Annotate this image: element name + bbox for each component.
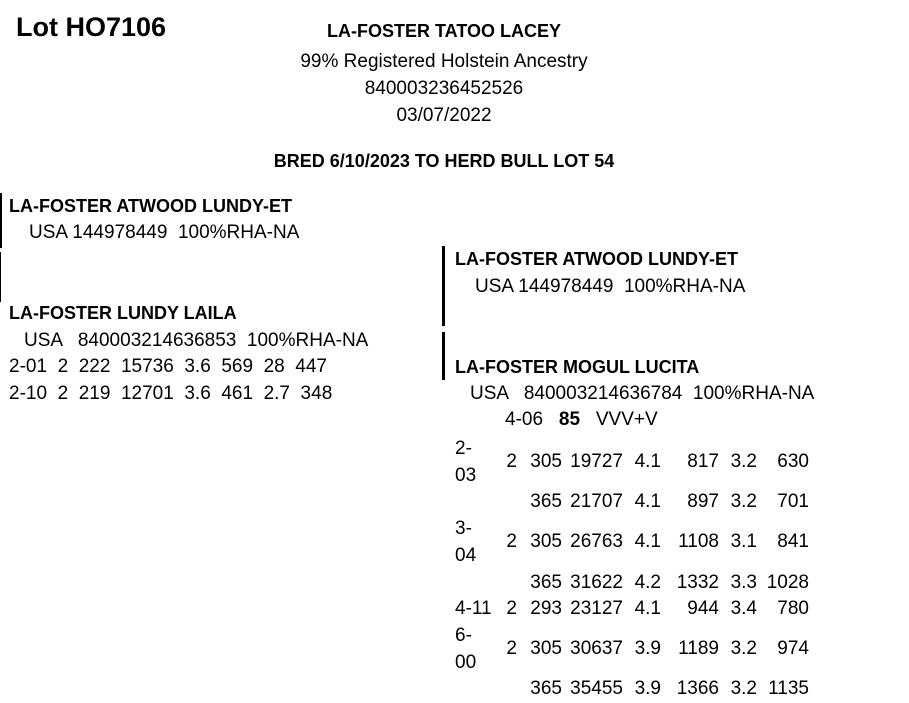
classification-line	[505, 409, 658, 431]
record-times: 2	[506, 598, 517, 620]
record-protein: 780	[777, 598, 809, 620]
record-age	[455, 676, 493, 703]
classification-score: 85	[558, 409, 581, 430]
record-fat: 1189	[678, 638, 719, 660]
record-times	[493, 676, 517, 703]
record-fat-pct: 3.9	[634, 678, 661, 700]
record-protein-pct: 3.3	[730, 571, 757, 593]
ancestry-line: 99% Registered Holstein Ancestry	[300, 51, 588, 72]
record-times	[493, 570, 517, 597]
record-fat: 1332	[676, 571, 719, 593]
record-age	[455, 570, 493, 597]
record-fat: 817	[687, 451, 719, 473]
record-fat: 1366	[676, 678, 719, 700]
record-protein: 630	[777, 451, 809, 473]
granddam-records-table	[455, 436, 809, 703]
sire-registration: USA 144978449 100%RHA-NA	[29, 222, 300, 243]
record-days: 365	[530, 491, 562, 513]
table-row	[455, 676, 809, 703]
record-days: 305	[530, 451, 562, 473]
pedigree-line-granddam	[442, 332, 445, 380]
record-fat: 1108	[678, 531, 719, 553]
record-protein-pct: 3.1	[730, 531, 757, 553]
animal-name: LA-FOSTER TATOO LACEY	[327, 21, 561, 41]
record-fat-pct: 3.9	[634, 638, 661, 660]
record-milk: 35455	[570, 678, 623, 700]
record-protein: 701	[777, 491, 809, 513]
record-milk: 19727	[570, 451, 623, 473]
classification-age: 4-06	[505, 409, 544, 430]
table-row	[455, 596, 809, 623]
record-times: 2	[506, 451, 517, 473]
record-protein-pct: 3.2	[730, 451, 757, 473]
record-age: 4-11	[455, 598, 492, 620]
record-milk: 26763	[570, 531, 623, 553]
record-days: 365	[530, 571, 562, 593]
record-age: 2-03	[455, 438, 477, 486]
record-fat-pct: 4.1	[634, 491, 661, 513]
maternal-granddam-name: LA-FOSTER MOGUL LUCITA	[455, 357, 700, 377]
bred-info: BRED 6/10/2023 TO HERD BULL LOT 54	[273, 151, 615, 171]
record-age	[455, 489, 493, 516]
record-protein: 974	[777, 638, 809, 660]
record-milk: 21707	[570, 491, 623, 513]
birth-date: 03/07/2022	[396, 105, 492, 126]
record-fat: 944	[687, 598, 719, 620]
record-milk: 23127	[570, 598, 623, 620]
dam-registration: USA 840003214636853 100%RHA-NA	[24, 330, 369, 351]
record-protein-pct: 3.4	[730, 598, 757, 620]
record-times: 2	[506, 531, 517, 553]
pedigree-line-thin	[0, 252, 1, 302]
record-protein: 1135	[768, 678, 809, 700]
table-row	[455, 623, 809, 676]
dam-record: 2-10 2 219 12701 3.6 461 2.7 348	[9, 383, 333, 404]
record-protein-pct: 3.2	[730, 638, 757, 660]
record-protein: 1028	[766, 571, 809, 593]
table-row	[455, 489, 809, 516]
dam-name: LA-FOSTER LUNDY LAILA	[9, 303, 237, 323]
record-protein-pct: 3.2	[730, 491, 757, 513]
record-protein: 841	[777, 531, 809, 553]
record-milk: 31622	[570, 571, 623, 593]
maternal-grandsire-name: LA-FOSTER ATWOOD LUNDY-ET	[455, 249, 738, 269]
animal-id: 840003236452526	[364, 78, 524, 99]
record-fat-pct: 4.2	[634, 571, 661, 593]
dam-record: 2-01 2 222 15736 3.6 569 28 447	[9, 356, 327, 377]
record-age: 3-04	[455, 518, 477, 566]
record-fat-pct: 4.1	[634, 531, 661, 553]
record-protein-pct: 3.2	[730, 678, 757, 700]
record-milk: 30637	[570, 638, 623, 660]
pedigree-line-sire	[0, 193, 2, 248]
sire-name: LA-FOSTER ATWOOD LUNDY-ET	[9, 196, 292, 216]
record-fat-pct: 4.1	[634, 451, 661, 473]
record-days: 305	[530, 638, 562, 660]
lot-number: Lot HO7106	[16, 12, 167, 42]
maternal-granddam-registration: USA 840003214636784 100%RHA-NA	[470, 383, 815, 404]
classification-grade: VVV+V	[595, 409, 658, 430]
record-days: 305	[530, 531, 562, 553]
table-row	[455, 436, 809, 489]
record-fat: 897	[687, 491, 719, 513]
record-age: 6-00	[455, 624, 477, 673]
maternal-grandsire-registration: USA 144978449 100%RHA-NA	[475, 276, 746, 297]
table-row	[455, 570, 809, 597]
table-row	[455, 516, 809, 569]
record-days: 293	[530, 598, 562, 620]
record-times: 2	[506, 638, 517, 660]
record-fat-pct: 4.1	[634, 598, 661, 620]
record-times	[493, 489, 517, 516]
record-days: 365	[530, 678, 562, 700]
pedigree-line-grandsire	[442, 246, 445, 326]
